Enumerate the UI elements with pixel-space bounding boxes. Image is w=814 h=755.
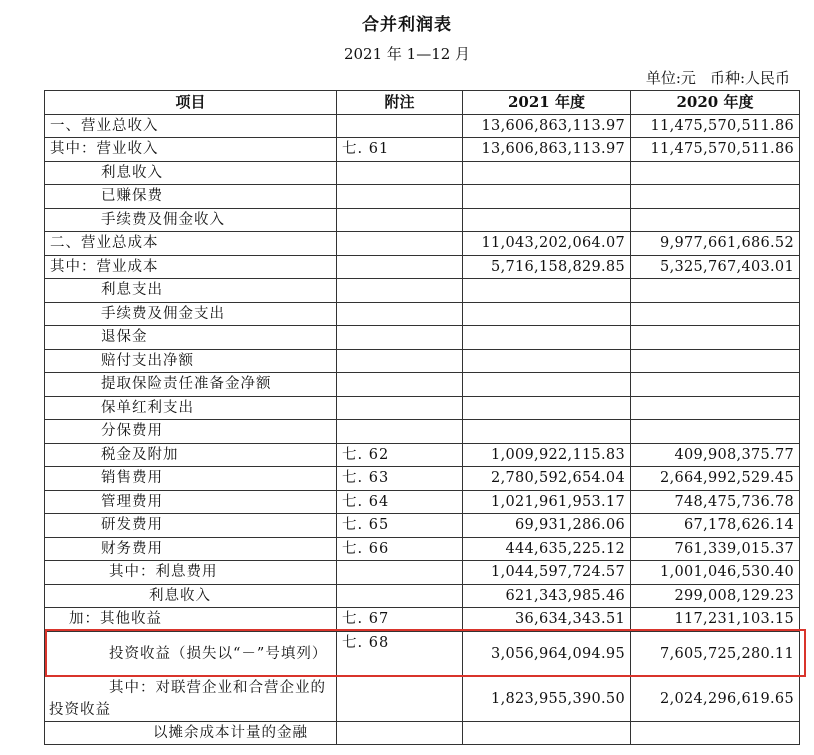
row-item: 税金及附加 bbox=[45, 443, 337, 467]
table-row bbox=[45, 561, 800, 585]
row-2020: 117,231,103.15 bbox=[631, 608, 800, 632]
row-2020 bbox=[631, 373, 800, 397]
row-item: 退保金 bbox=[45, 326, 337, 350]
row-item: 二、营业总成本 bbox=[45, 232, 337, 256]
row-item: 加：其他收益 bbox=[45, 608, 337, 632]
row-note bbox=[337, 185, 463, 209]
row-item: 其中：营业收入 bbox=[45, 138, 337, 162]
table-row bbox=[45, 490, 800, 514]
row-2020 bbox=[631, 326, 800, 350]
row-2020 bbox=[631, 161, 800, 185]
row-2021: 1,044,597,724.57 bbox=[463, 561, 631, 585]
row-2020: 761,339,015.37 bbox=[631, 537, 800, 561]
table-row bbox=[45, 537, 800, 561]
row-item: 手续费及佣金支出 bbox=[45, 302, 337, 326]
table-row bbox=[45, 326, 800, 350]
row-2021 bbox=[463, 721, 631, 745]
table-row bbox=[45, 114, 800, 138]
table-row bbox=[45, 138, 800, 162]
row-2020: 67,178,626.14 bbox=[631, 514, 800, 538]
row-note: 七. 65 bbox=[337, 514, 463, 538]
row-item: 销售费用 bbox=[45, 467, 337, 491]
row-2020: 11,475,570,511.86 bbox=[631, 114, 800, 138]
row-2020 bbox=[631, 721, 800, 745]
row-2021: 1,021,961,953.17 bbox=[463, 490, 631, 514]
row-item: 投资收益（损失以“－”号填列） bbox=[45, 631, 337, 676]
row-2020: 2,664,992,529.45 bbox=[631, 467, 800, 491]
row-2021 bbox=[463, 302, 631, 326]
row-2020: 11,475,570,511.86 bbox=[631, 138, 800, 162]
row-2021 bbox=[463, 349, 631, 373]
table-row bbox=[45, 208, 800, 232]
row-note bbox=[337, 396, 463, 420]
row-2020 bbox=[631, 349, 800, 373]
row-2021 bbox=[463, 185, 631, 209]
row-item: 手续费及佣金收入 bbox=[45, 208, 337, 232]
table-row bbox=[45, 514, 800, 538]
row-item: 其中：利息费用 bbox=[45, 561, 337, 585]
row-note bbox=[337, 676, 463, 721]
row-2020: 748,475,736.78 bbox=[631, 490, 800, 514]
row-2021: 1,823,955,390.50 bbox=[463, 676, 631, 721]
row-2020: 409,908,375.77 bbox=[631, 443, 800, 467]
row-2021: 13,606,863,113.97 bbox=[463, 114, 631, 138]
table-row bbox=[45, 676, 800, 721]
row-note: 七. 61 bbox=[337, 138, 463, 162]
row-note: 七. 68 bbox=[337, 631, 463, 676]
table-row bbox=[45, 467, 800, 491]
row-2020: 2,024,296,619.65 bbox=[631, 676, 800, 721]
row-note: 七. 64 bbox=[337, 490, 463, 514]
row-2021: 2,780,592,654.04 bbox=[463, 467, 631, 491]
table-row bbox=[45, 232, 800, 256]
row-2021: 36,634,343.51 bbox=[463, 608, 631, 632]
row-note: 七. 67 bbox=[337, 608, 463, 632]
table-row bbox=[45, 420, 800, 444]
row-note bbox=[337, 114, 463, 138]
row-item: 已赚保费 bbox=[45, 185, 337, 209]
row-item: 分保费用 bbox=[45, 420, 337, 444]
row-2020 bbox=[631, 185, 800, 209]
row-2021 bbox=[463, 279, 631, 303]
income-statement-table bbox=[44, 90, 800, 745]
row-item: 其中：营业成本 bbox=[45, 255, 337, 279]
row-note bbox=[337, 326, 463, 350]
row-item: 管理费用 bbox=[45, 490, 337, 514]
table-row bbox=[45, 161, 800, 185]
row-item: 以摊余成本计量的金融 bbox=[45, 721, 337, 745]
row-2021: 13,606,863,113.97 bbox=[463, 138, 631, 162]
row-2021: 11,043,202,064.07 bbox=[463, 232, 631, 256]
row-2021 bbox=[463, 396, 631, 420]
row-item: 研发费用 bbox=[45, 514, 337, 538]
unit-line bbox=[646, 67, 790, 88]
row-note: 七. 63 bbox=[337, 467, 463, 491]
col-header-item: 项目 bbox=[45, 91, 337, 115]
row-2021: 69,931,286.06 bbox=[463, 514, 631, 538]
row-note bbox=[337, 373, 463, 397]
row-2021: 5,716,158,829.85 bbox=[463, 255, 631, 279]
table-row bbox=[45, 255, 800, 279]
row-2020 bbox=[631, 302, 800, 326]
row-2021 bbox=[463, 161, 631, 185]
row-item: 其中：对联营企业和合营企业的投资收益 bbox=[45, 676, 337, 721]
row-note bbox=[337, 584, 463, 608]
row-note bbox=[337, 161, 463, 185]
row-2020 bbox=[631, 279, 800, 303]
row-note bbox=[337, 255, 463, 279]
table-row bbox=[45, 279, 800, 303]
row-2020 bbox=[631, 420, 800, 444]
row-note bbox=[337, 561, 463, 585]
table-row bbox=[45, 721, 800, 745]
col-header-2021: 2021 年度 bbox=[463, 91, 631, 115]
col-header-note: 附注 bbox=[337, 91, 463, 115]
row-note bbox=[337, 420, 463, 444]
table-row bbox=[45, 608, 800, 632]
row-note: 七. 66 bbox=[337, 537, 463, 561]
table-row bbox=[45, 185, 800, 209]
currency-label: 币种:人民币 bbox=[709, 69, 790, 87]
row-2020: 1,001,046,530.40 bbox=[631, 561, 800, 585]
table-row bbox=[45, 584, 800, 608]
row-2021: 1,009,922,115.83 bbox=[463, 443, 631, 467]
row-2021: 621,343,985.46 bbox=[463, 584, 631, 608]
row-item: 保单红利支出 bbox=[45, 396, 337, 420]
row-note bbox=[337, 208, 463, 232]
row-note bbox=[337, 302, 463, 326]
row-2020: 9,977,661,686.52 bbox=[631, 232, 800, 256]
row-2021 bbox=[463, 326, 631, 350]
row-item: 赔付支出净额 bbox=[45, 349, 337, 373]
row-note bbox=[337, 349, 463, 373]
row-note: 七. 62 bbox=[337, 443, 463, 467]
row-2021 bbox=[463, 373, 631, 397]
table-row bbox=[45, 302, 800, 326]
row-item: 利息收入 bbox=[45, 161, 337, 185]
table-row bbox=[45, 396, 800, 420]
row-2020 bbox=[631, 396, 800, 420]
row-item: 财务费用 bbox=[45, 537, 337, 561]
table-row bbox=[45, 349, 800, 373]
row-note bbox=[337, 721, 463, 745]
row-2020: 5,325,767,403.01 bbox=[631, 255, 800, 279]
row-2021: 3,056,964,094.95 bbox=[463, 631, 631, 676]
row-2021 bbox=[463, 420, 631, 444]
row-note bbox=[337, 232, 463, 256]
table-row bbox=[45, 443, 800, 467]
unit-label: 单位:元 bbox=[645, 69, 696, 87]
row-item: 提取保险责任准备金净额 bbox=[45, 373, 337, 397]
table-header-row bbox=[45, 91, 800, 115]
row-item: 利息收入 bbox=[45, 584, 337, 608]
table-row bbox=[45, 373, 800, 397]
statement-period: 2021 年 1—12 月 bbox=[343, 45, 471, 63]
row-2020: 299,008,129.23 bbox=[631, 584, 800, 608]
row-2020 bbox=[631, 208, 800, 232]
row-2020: 7,605,725,280.11 bbox=[631, 631, 800, 676]
table-row-highlighted bbox=[45, 631, 800, 676]
row-item: 一、营业总收入 bbox=[45, 114, 337, 138]
statement-title: 合并利润表 bbox=[362, 15, 452, 35]
row-2021 bbox=[463, 208, 631, 232]
row-note bbox=[337, 279, 463, 303]
row-item: 利息支出 bbox=[45, 279, 337, 303]
row-2021: 444,635,225.12 bbox=[463, 537, 631, 561]
col-header-2020: 2020 年度 bbox=[631, 91, 800, 115]
